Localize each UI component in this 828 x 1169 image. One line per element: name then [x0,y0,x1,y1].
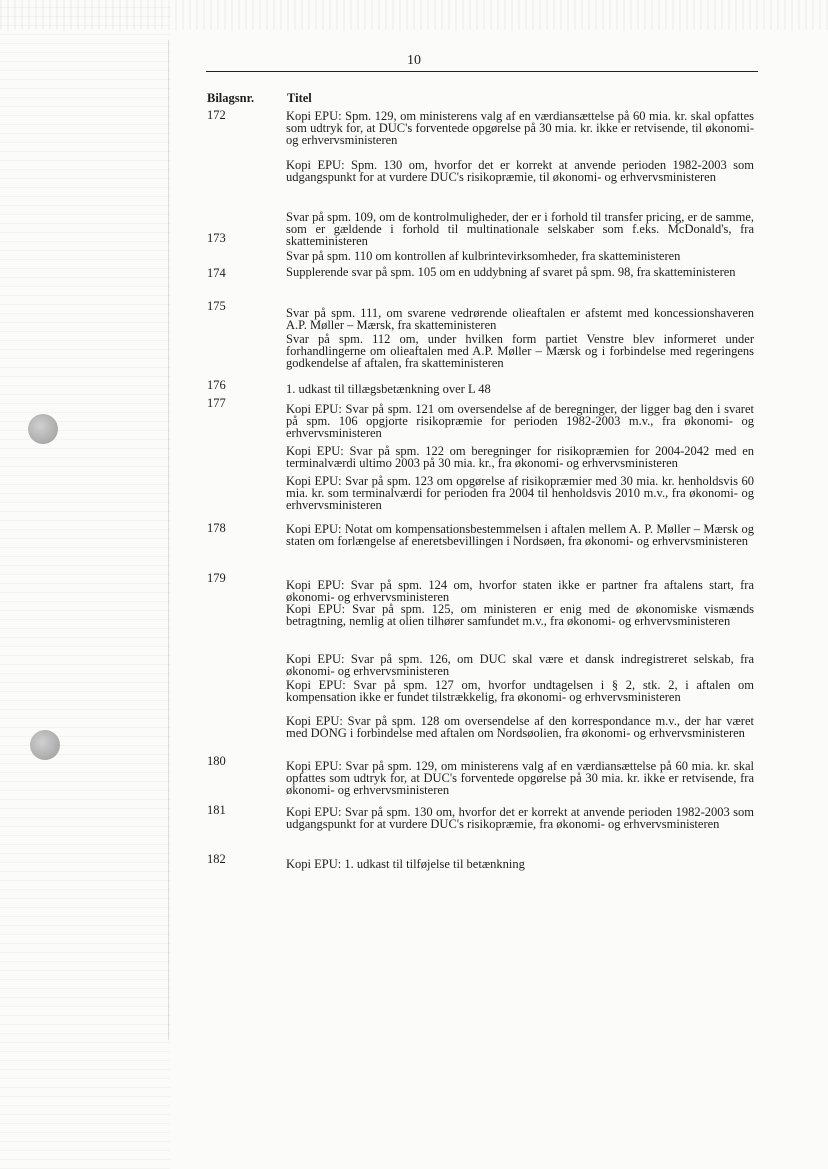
row-title: Kopi EPU: Svar på spm. 123 om opgørelse af risikopræmier med 30 mia. kr. henholdsvis 60 mia. kr. som terminalværdi for perioden fra 2004 til henholdsvis 2010 m.v., fra økonomi- og erhvervsministeren [286,474,754,513]
row-title: Supplerende svar på spm. 105 om en uddybning af svaret på spm. 98, fra skatteministeren [286,265,736,279]
punch-hole [30,730,60,760]
row-number: 179 [207,571,226,585]
row-title: Kopi EPU: Svar på spm. 122 om beregninger for risikopræmien for 2004-2042 med en terminalværdi ultimo 2003 på 30 mia. kr., fra økonomi- og erhvervsministeren [286,444,754,471]
row-number: 175 [207,299,226,313]
row-title: Svar på spm. 109, om de kontrolmuligheder, der er i forhold til transfer pricing, er de samme, som er gældende i forhold til multinationale selskaber som f.eks. McDonald's, fra skatteministeren [286,210,754,249]
punch-hole [28,414,58,444]
row-number: 176 [207,378,226,392]
row-title: Kopi EPU: Svar på spm. 128 om oversendelse af den korrespondance m.v., der har været med DONG i forbindelse med aftalen om Nordsøolien, fra økonomi- og erhvervsministeren [286,714,754,741]
row-title: Kopi EPU: Svar på spm. 127 om, hvorfor undtagelsen i § 2, stk. 2, i aftalen om kompensation ikke er fundet tilstrækkelig, fra økonomi- og erhvervsministeren [286,678,754,705]
column-header-number: Bilagsnr. [207,91,255,105]
row-title: Kopi EPU: Svar på spm. 124 om, hvorfor staten ikke er partner fra aftalens start, fra økonomi- og erhvervsministeren [286,578,754,605]
row-title: Kopi EPU: Svar på spm. 126, om DUC skal være et dansk indregistreret selskab, fra økonomi- og erhvervsministeren [286,652,754,679]
row-title: Svar på spm. 111, om svarene vedrørende olieaftalen er afstemt med koncessionshaveren A.P. Møller – Mærsk, fra skatteministeren [286,306,754,333]
row-number: 182 [207,852,226,866]
row-title: Svar på spm. 112 om, under hvilken form partiet Venstre blev informeret under forhandlingerne om olieaftalen med A.P. Møller – Mærsk og i forbindelse med regeringens godkendelse af aftalen, fra skatteministeren [286,332,754,371]
row-title: Svar på spm. 110 om kontrollen af kulbrintevirksomheder, fra skatteministeren [286,249,681,263]
row-title: Kopi EPU: Svar på spm. 125, om ministeren er enig med de økonomiske vismænds betragtning, nemlig at olien tilhører samfundet m.v., fra økonomi- og erhvervsministeren [286,602,754,629]
binding-edge [168,40,169,1040]
page-number: 10 [407,53,421,68]
row-number: 180 [207,754,226,768]
row-title: Kopi EPU: Spm. 130 om, hvorfor det er korrekt at anvende perioden 1982-2003 som udgangspunkt for at vurdere DUC's risikopræmie, til økonomi- og erhvervsministeren [286,158,754,185]
row-title: Kopi EPU: Notat om kompensationsbestemmelsen i aftalen mellem A. P. Møller – Mærsk og staten om forlængelse af eneretsbevillingen i Nordsøen, fra økonomi- og erhvervsministeren [286,522,754,549]
row-title: Kopi EPU: Svar på spm. 130 om, hvorfor det er korrekt at anvende perioden 1982-2003 som udgangspunkt for at vurdere DUC's risikopræmie, fra økonomi- og erhvervsministeren [286,805,754,832]
row-number: 172 [207,108,226,122]
scan-noise-left [0,0,170,1169]
row-number: 177 [207,396,226,410]
row-number: 174 [207,266,226,280]
row-number: 178 [207,521,226,535]
column-header-title: Titel [287,91,312,105]
row-title: Kopi EPU: Svar på spm. 129, om ministerens valg af en værdiansættelse på 60 mia. kr. skal opfattes som udtryk for, at DUC's forventede opgørelse på 30 mia. kr. ikke er retvisende, fra økonomi- og erhvervsministeren [286,759,754,798]
row-title: Kopi EPU: 1. udkast til tilføjelse til betænkning [286,857,525,871]
row-title: Kopi EPU: Spm. 129, om ministerens valg af en værdiansættelse på 60 mia. kr. skal opfattes som udtryk for, at DUC's forventede opgørelse på 30 mia. kr. ikke er retvisende, til økonomi- og erhvervsministeren [286,109,754,148]
row-title: 1. udkast til tillægsbetænkning over L 48 [286,382,491,396]
row-number: 181 [207,803,226,817]
header-rule [206,71,758,72]
row-number: 173 [207,231,226,245]
row-title: Kopi EPU: Svar på spm. 121 om oversendelse af de beregninger, der ligger bag den i svaret på spm. 106 opgjorte risikopræmie for perioden 1982-2003 m.v., fra økonomi- og erhvervsministeren [286,402,754,441]
